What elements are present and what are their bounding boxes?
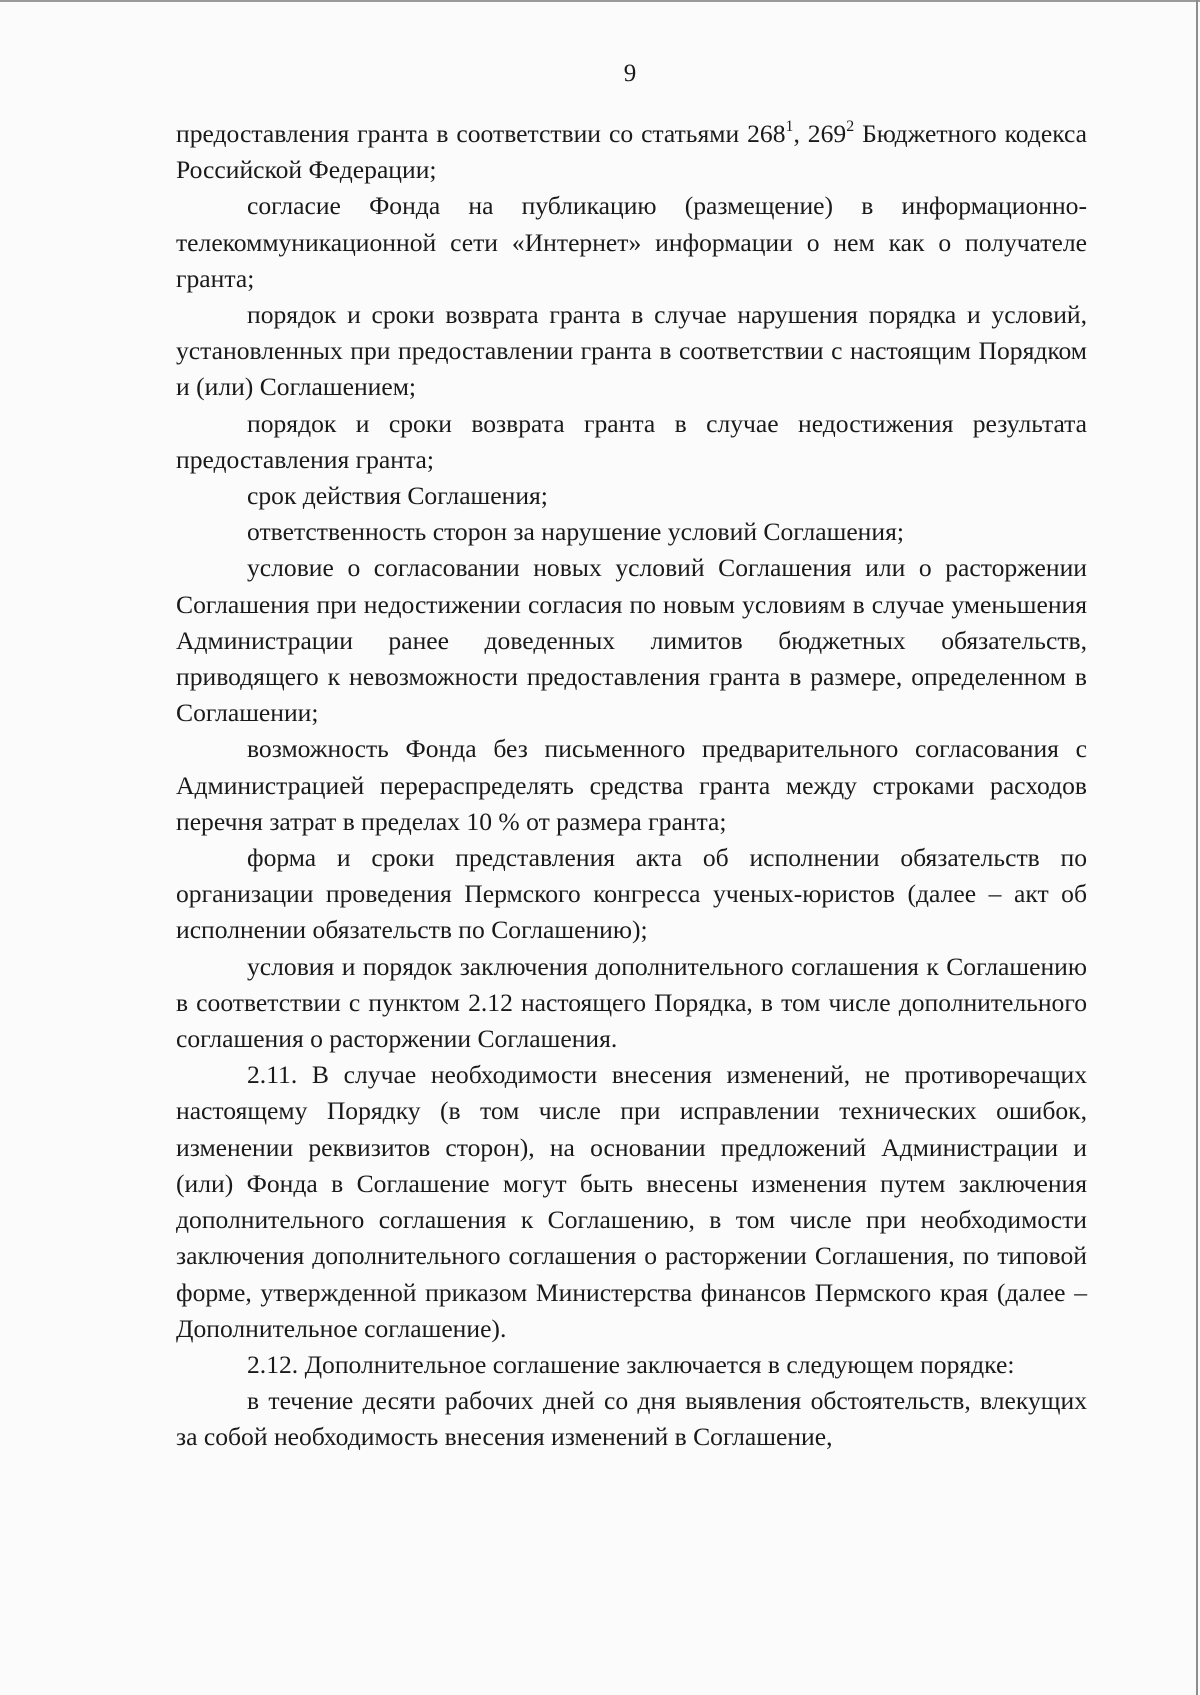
page-number: 9 bbox=[623, 60, 637, 87]
scan-edge-right bbox=[1196, 0, 1198, 1695]
body-text bbox=[176, 116, 1087, 1456]
paragraph-8: форма и сроки представления акта об исполнении обязательств по организации проведения Пермского конгресса ученых-юристов (далее – акт об исполнении обязательств по Соглашению); bbox=[176, 843, 1087, 945]
paragraph-0 bbox=[176, 116, 1087, 188]
scan-edge-top bbox=[0, 0, 1200, 2]
paragraph-5: ответственность сторон за нарушение условий Соглашения; bbox=[247, 517, 904, 547]
paragraph-11: 2.12. Дополнительное соглашение заключается в следующем порядке: bbox=[247, 1349, 1015, 1379]
text-run: , 269 bbox=[793, 119, 847, 148]
superscript: 1 bbox=[785, 117, 794, 135]
paragraph-10: 2.11. В случае необходимости внесения изменений, не противоречащих настоящему Порядку (в том числе при исправлении технических ошибок, изменении реквизитов сторон), на основании предложений Администрации и (или) Фонда в Соглашение могут быть внесены изменения путем заключения дополнительного соглашения к Соглашению, в том числе при необходимости заключения дополнительного соглашения о расторжении Соглашения, по типовой форме, утвержденной приказом Министерства финансов Пермского края (далее – Дополнительное соглашение). bbox=[176, 1060, 1087, 1343]
text-run: предоставления гранта в соответствии со статьями 268 bbox=[176, 119, 786, 148]
text-run: Бюджетного кодекса Российской Федерации; bbox=[176, 119, 1088, 185]
paragraph-6: условие о согласовании новых условий Соглашения или о расторжении Соглашения при недостижении согласия по новым условиям в случае уменьшения Администрации ранее доведенных лимитов бюджетных обязательств, приводящего к невозможности предоставления гранта в размере, определенном в Соглашении; bbox=[176, 553, 1087, 728]
paragraph-9: условия и порядок заключения дополнительного соглашения к Соглашению в соответствии с пунктом 2.12 настоящего Порядка, в том числе дополнительного соглашения о расторжении Соглашения. bbox=[176, 951, 1087, 1054]
paragraph-3: порядок и сроки возврата гранта в случае недостижения результата предоставления гранта; bbox=[176, 408, 1087, 474]
paragraph-2: порядок и сроки возврата гранта в случае нарушения порядка и условий, установленных при предоставлении гранта в соответствии с настоящим Порядком и (или) Соглашением; bbox=[176, 300, 1087, 402]
paragraph-7: возможность Фонда без письменного предварительного согласования с Администрацией перераспределять средства гранта между строками расходов перечня затрат в пределах 10 % от размера гранта; bbox=[176, 734, 1087, 836]
superscript: 2 bbox=[846, 117, 855, 135]
paragraph-12: в течение десяти рабочих дней со дня выявления обстоятельств, влекущих за собой необходимость внесения изменений в Соглашение, bbox=[176, 1386, 1087, 1452]
paragraph-1: согласие Фонда на публикацию (размещение) в информационно-телекоммуникационной сети «Интернет» информации о нем как о получателе гранта; bbox=[176, 191, 1087, 293]
paragraph-4: срок действия Соглашения; bbox=[247, 481, 548, 511]
